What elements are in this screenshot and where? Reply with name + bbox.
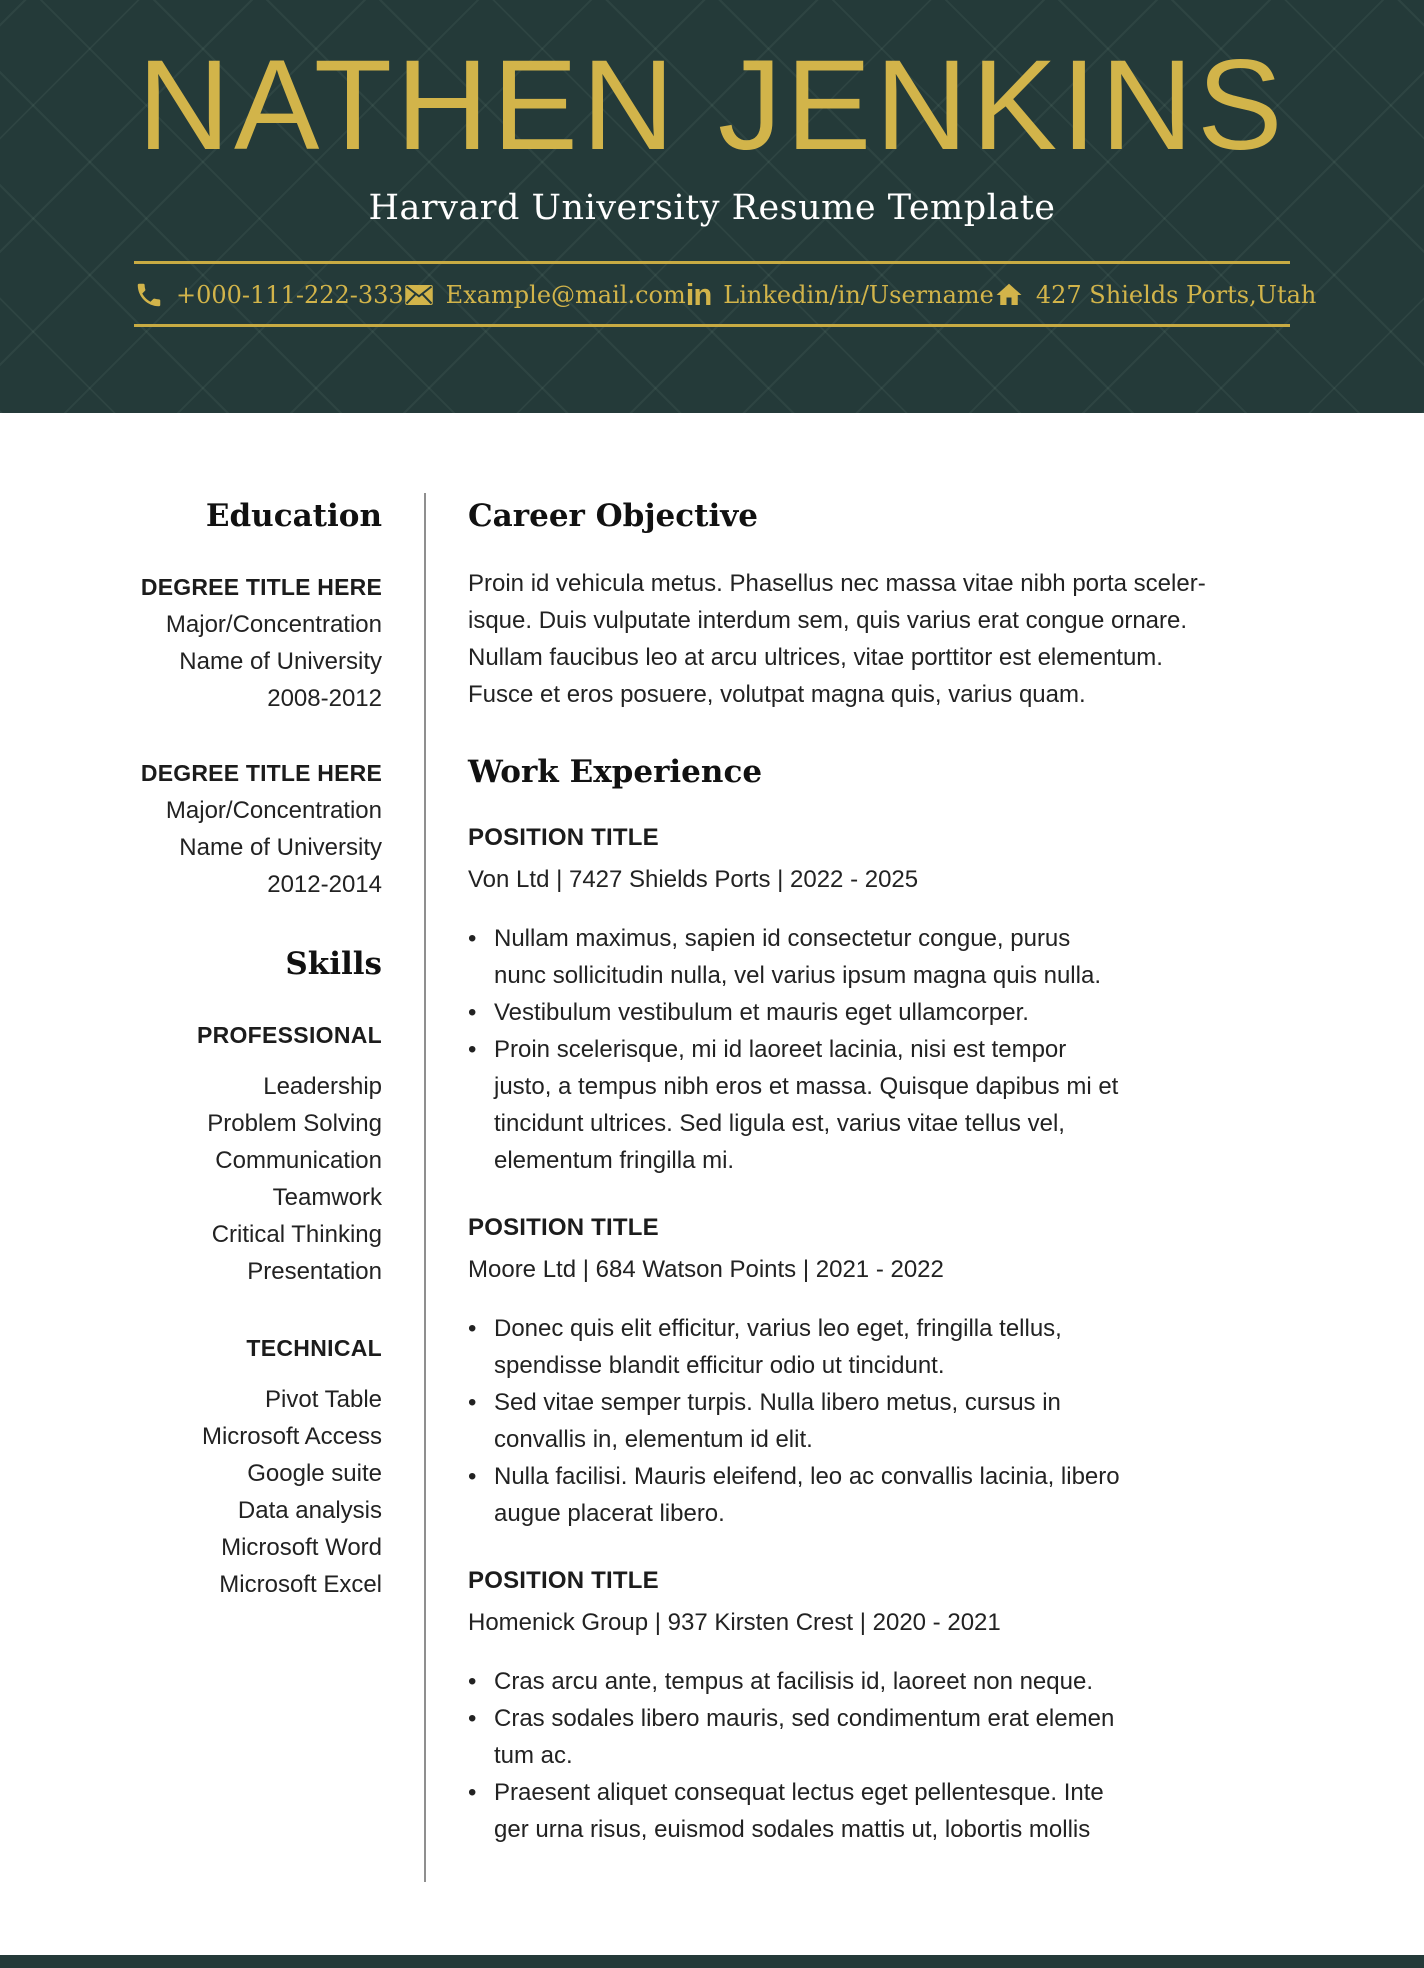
degree-years: 2008-2012	[267, 685, 382, 712]
main-column	[426, 493, 1360, 1882]
gold-divider-bottom	[134, 324, 1290, 327]
street-address: 427 Shields Ports,Utah	[1035, 280, 1317, 309]
bullet-dot	[468, 920, 494, 994]
paragraph-line: Proin id vehicula metus. Phasellus nec massa vitae nibh porta sceler-	[468, 570, 1206, 597]
skill-item: Communication	[215, 1147, 382, 1174]
bullet-line: justo, a tempus nibh eros et massa. Quisque dapibus mi et	[494, 1073, 1119, 1100]
resume-subtitle: Harvard University Resume Template	[368, 188, 1056, 228]
position-meta: Moore Ltd | 684 Watson Points | 2021 - 2022	[468, 1256, 944, 1283]
bullet-line: Praesent aliquet consequat lectus eget pellentesque. Inte	[494, 1779, 1104, 1806]
bullet-line: nunc sollicitudin nulla, vel varius ipsum magna quis nulla.	[494, 962, 1101, 989]
bullet-line: Donec quis elit efficitur, varius leo eget, fringilla tellus,	[494, 1315, 1062, 1342]
paragraph-line: isque. Duis vulputate interdum sem, quis varius erat congue ornare.	[468, 607, 1188, 634]
position-entry	[468, 823, 1360, 1179]
paragraph-line: Fusce et eros posuere, volutpat magna quis, varius quam.	[468, 681, 1086, 708]
position-meta: Homenick Group | 937 Kirsten Crest | 2020 - 2021	[468, 1609, 1001, 1636]
bullet-line: ger urna risus, euismod sodales mattis ut, lobortis mollis	[494, 1816, 1091, 1843]
bullet-line: tum ac.	[494, 1742, 573, 1769]
degree-university: Name of University	[179, 648, 382, 675]
skill-item: Leadership	[263, 1073, 382, 1100]
bullet-item	[468, 1700, 1360, 1774]
education-entry	[64, 755, 382, 903]
bullet-dot	[468, 1663, 494, 1700]
skills-heading: Skills	[285, 946, 382, 982]
contact-row	[134, 264, 1317, 324]
home-icon	[994, 280, 1024, 310]
email-address: Example@mail.com	[445, 280, 686, 309]
bullet-line: convallis in, elementum id elit.	[494, 1426, 813, 1453]
skill-item: Critical Thinking	[211, 1221, 382, 1248]
phone-icon	[134, 280, 164, 310]
position-entry	[468, 1566, 1360, 1848]
degree-title: DEGREE TITLE HERE	[140, 760, 382, 786]
degree-years: 2012-2014	[267, 871, 382, 898]
skill-item: Presentation	[247, 1258, 382, 1285]
bullet-item	[468, 994, 1360, 1031]
bullet-dot	[468, 1310, 494, 1384]
degree-title: DEGREE TITLE HERE	[140, 574, 382, 600]
bullet-item	[468, 1031, 1360, 1179]
skill-item: Microsoft Excel	[219, 1571, 382, 1598]
skill-item: Microsoft Word	[221, 1534, 382, 1561]
bullet-line: Proin scelerisque, mi id laoreet lacinia, nisi est tempor	[494, 1036, 1067, 1063]
contact-phone	[134, 280, 404, 310]
contact-address	[994, 280, 1317, 310]
bullet-line: Sed vitae semper turpis. Nulla libero metus, cursus in	[494, 1389, 1061, 1416]
bullet-item	[468, 1774, 1360, 1848]
skill-item: Data analysis	[237, 1497, 382, 1524]
career-objective-paragraph	[468, 565, 1360, 713]
phone-number: +000-111-222-333	[176, 280, 404, 309]
bullet-item	[468, 1310, 1360, 1384]
skill-group-professional	[64, 1017, 382, 1290]
skill-group-label: TECHNICAL	[246, 1335, 382, 1361]
skill-group-label: PROFESSIONAL	[196, 1022, 382, 1048]
header-banner	[0, 0, 1424, 413]
bullet-line: elementum fringilla mi.	[494, 1147, 735, 1174]
bullet-dot	[468, 1458, 494, 1532]
bullet-line: augue placerat libero.	[494, 1500, 725, 1527]
position-title: POSITION TITLE	[468, 1567, 659, 1594]
contact-linkedin	[686, 279, 994, 310]
position-title: POSITION TITLE	[468, 1214, 659, 1241]
bullet-dot	[468, 1031, 494, 1179]
skill-item: Google suite	[247, 1460, 382, 1487]
person-name: NATHEN JENKINS	[137, 34, 1287, 177]
education-heading: Education	[205, 498, 382, 534]
skill-item: Microsoft Access	[201, 1423, 382, 1450]
email-icon	[404, 280, 434, 310]
bullet-line: tincidunt ultrices. Sed ligula est, varius vitae tellus vel,	[494, 1110, 1065, 1137]
skill-group-technical	[64, 1330, 382, 1603]
bullet-item	[468, 920, 1360, 994]
bullet-item	[468, 1663, 1360, 1700]
position-entry	[468, 1213, 1360, 1532]
skill-item: Pivot Table	[265, 1386, 382, 1413]
bullet-line: Cras sodales libero mauris, sed condimentum erat elemen	[494, 1705, 1115, 1732]
work-experience-heading: Work Experience	[468, 754, 763, 790]
sidebar	[64, 493, 382, 1882]
linkedin-handle: Linkedin/in/Username	[723, 280, 994, 309]
education-entry	[64, 569, 382, 717]
paragraph-line: Nullam faucibus leo at arcu ultrices, vitae porttitor est elementum.	[468, 644, 1163, 671]
footer-bar	[0, 1955, 1424, 1968]
position-meta: Von Ltd | 7427 Shields Ports | 2022 - 2025	[468, 866, 919, 893]
bullet-line: spendisse blandit efficitur odio ut tincidunt.	[494, 1352, 945, 1379]
degree-major: Major/Concentration	[165, 797, 382, 824]
bullet-dot	[468, 1700, 494, 1774]
career-objective-heading: Career Objective	[468, 498, 758, 534]
resume-body	[0, 413, 1424, 1882]
bullet-item	[468, 1458, 1360, 1532]
bullet-line: Nulla facilisi. Mauris eleifend, leo ac convallis lacinia, libero	[494, 1463, 1120, 1490]
bullet-line: Cras arcu ante, tempus at facilisis id, laoreet non neque.	[494, 1668, 1093, 1695]
degree-university: Name of University	[179, 834, 382, 861]
degree-major: Major/Concentration	[165, 611, 382, 638]
bullet-item	[468, 1384, 1360, 1458]
linkedin-icon: in	[685, 277, 712, 312]
bullet-dot	[468, 1774, 494, 1848]
bullet-dot	[468, 1384, 494, 1458]
bullet-dot	[468, 994, 494, 1031]
contact-email	[404, 280, 686, 310]
bullet-line: Vestibulum vestibulum et mauris eget ullamcorper.	[494, 999, 1029, 1026]
skill-item: Problem Solving	[207, 1110, 382, 1137]
skill-item: Teamwork	[272, 1184, 382, 1211]
position-title: POSITION TITLE	[468, 824, 659, 851]
bullet-line: Nullam maximus, sapien id consectetur congue, purus	[494, 925, 1071, 952]
